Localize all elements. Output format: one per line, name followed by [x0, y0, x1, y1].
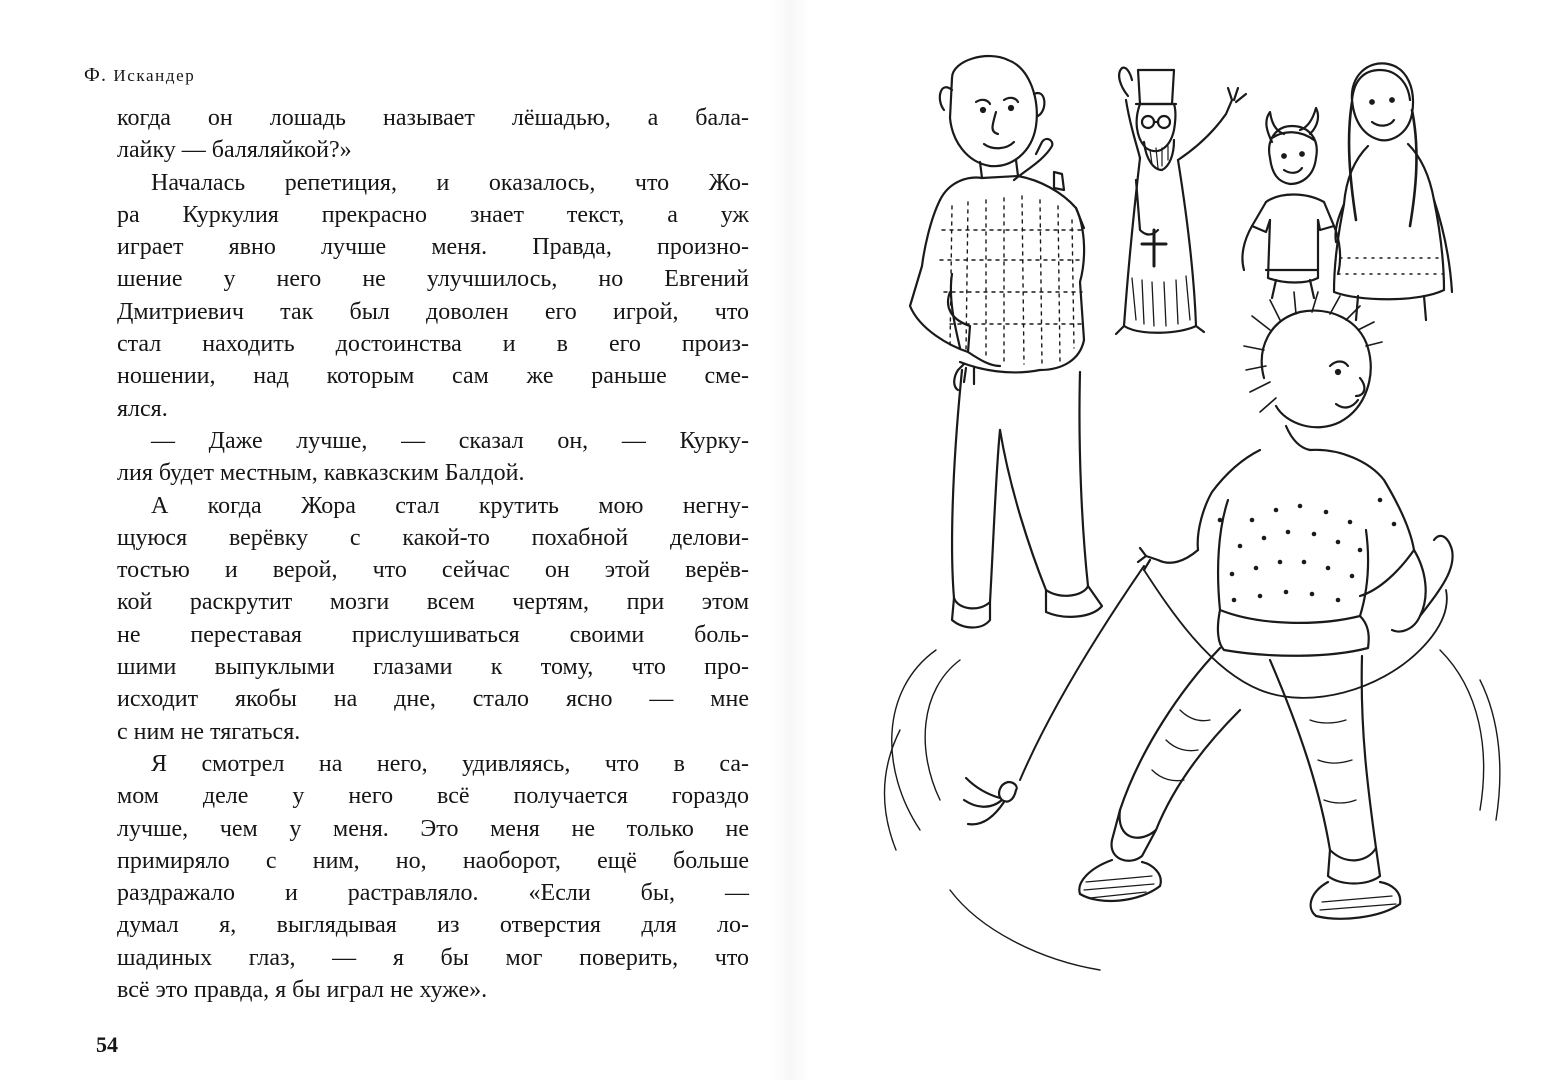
text-line: исходит якобы на дне, стало ясно — мне [117, 686, 749, 713]
text-line: когда он лошадь называет лёшадью, а бала- [117, 105, 749, 131]
text-line: шение у него не улучшилось, но Евгений [117, 266, 749, 293]
text-line: ношении, над которым сам же раньше сме- [117, 363, 749, 390]
text-line: лия будет местным, кавказским Балдой. [117, 460, 525, 487]
text-line: лайку — баляляйкой?» [117, 137, 352, 164]
text-line: лучше, чем у меня. Это меня не только не [117, 815, 749, 842]
text-line: думал я, выглядывая из отверстия для ло- [117, 912, 749, 939]
left-page [0, 0, 780, 1080]
page-number: 54 [96, 1032, 118, 1057]
text-line: примиряло с ним, но, наоборот, ещё больше [117, 847, 749, 874]
text-line: с ним не тягаться. [117, 718, 301, 745]
motion-lines [884, 650, 1499, 970]
priest-figure [1116, 68, 1246, 334]
text-line: ра Куркулия прекрасно знает текст, а уж [117, 201, 749, 228]
text-line: не переставая прислушиваться своими боль- [117, 621, 749, 648]
text-line: шими выпуклыми глазами к тому, что про- [117, 654, 749, 681]
text-line: А когда Жора стал крутить мою негну- [151, 492, 749, 519]
line-drawing-icon [840, 30, 1520, 1040]
text-line: играет явно лучше меня. Правда, произно- [117, 234, 749, 261]
right-page [800, 0, 1566, 1080]
text-line: раздражало и растравляло. «Если бы, — [117, 880, 749, 907]
author-initial: Ф. [84, 64, 114, 86]
running-head [84, 64, 195, 87]
author-name: Искандер [113, 66, 196, 85]
boy-with-rope-figure [964, 292, 1453, 919]
text-line: тостью и верой, что сейчас он этой верёв- [117, 557, 749, 584]
text-line: всё это правда, я бы играл не хуже». [117, 977, 488, 1004]
girl-figure [1334, 63, 1452, 320]
text-line: ялся. [117, 395, 168, 422]
text-line: мом деле у него всё получается гораздо [117, 783, 749, 810]
text-line: Началась репетиция, и оказалось, что Жо- [151, 169, 749, 196]
text-line: Я смотрел на него, удивляясь, что в са- [151, 750, 749, 777]
devil-boy-figure [1242, 108, 1340, 298]
text-line: стал находить достоинства и в его произ- [117, 331, 749, 358]
text-line: Дмитриевич так был доволен его игрой, что [117, 298, 749, 325]
text-line: щуюся верёвку с какой-то похабной делови- [117, 524, 749, 551]
bald-man-figure [910, 56, 1102, 627]
body-text [117, 102, 749, 1006]
text-line: кой раскрутит мозги всем чертям, при этом [117, 589, 749, 616]
text-line: шадиных глаз, — я бы мог поверить, что [117, 944, 749, 971]
text-line: — Даже лучше, — сказал он, — Курку- [151, 427, 749, 454]
